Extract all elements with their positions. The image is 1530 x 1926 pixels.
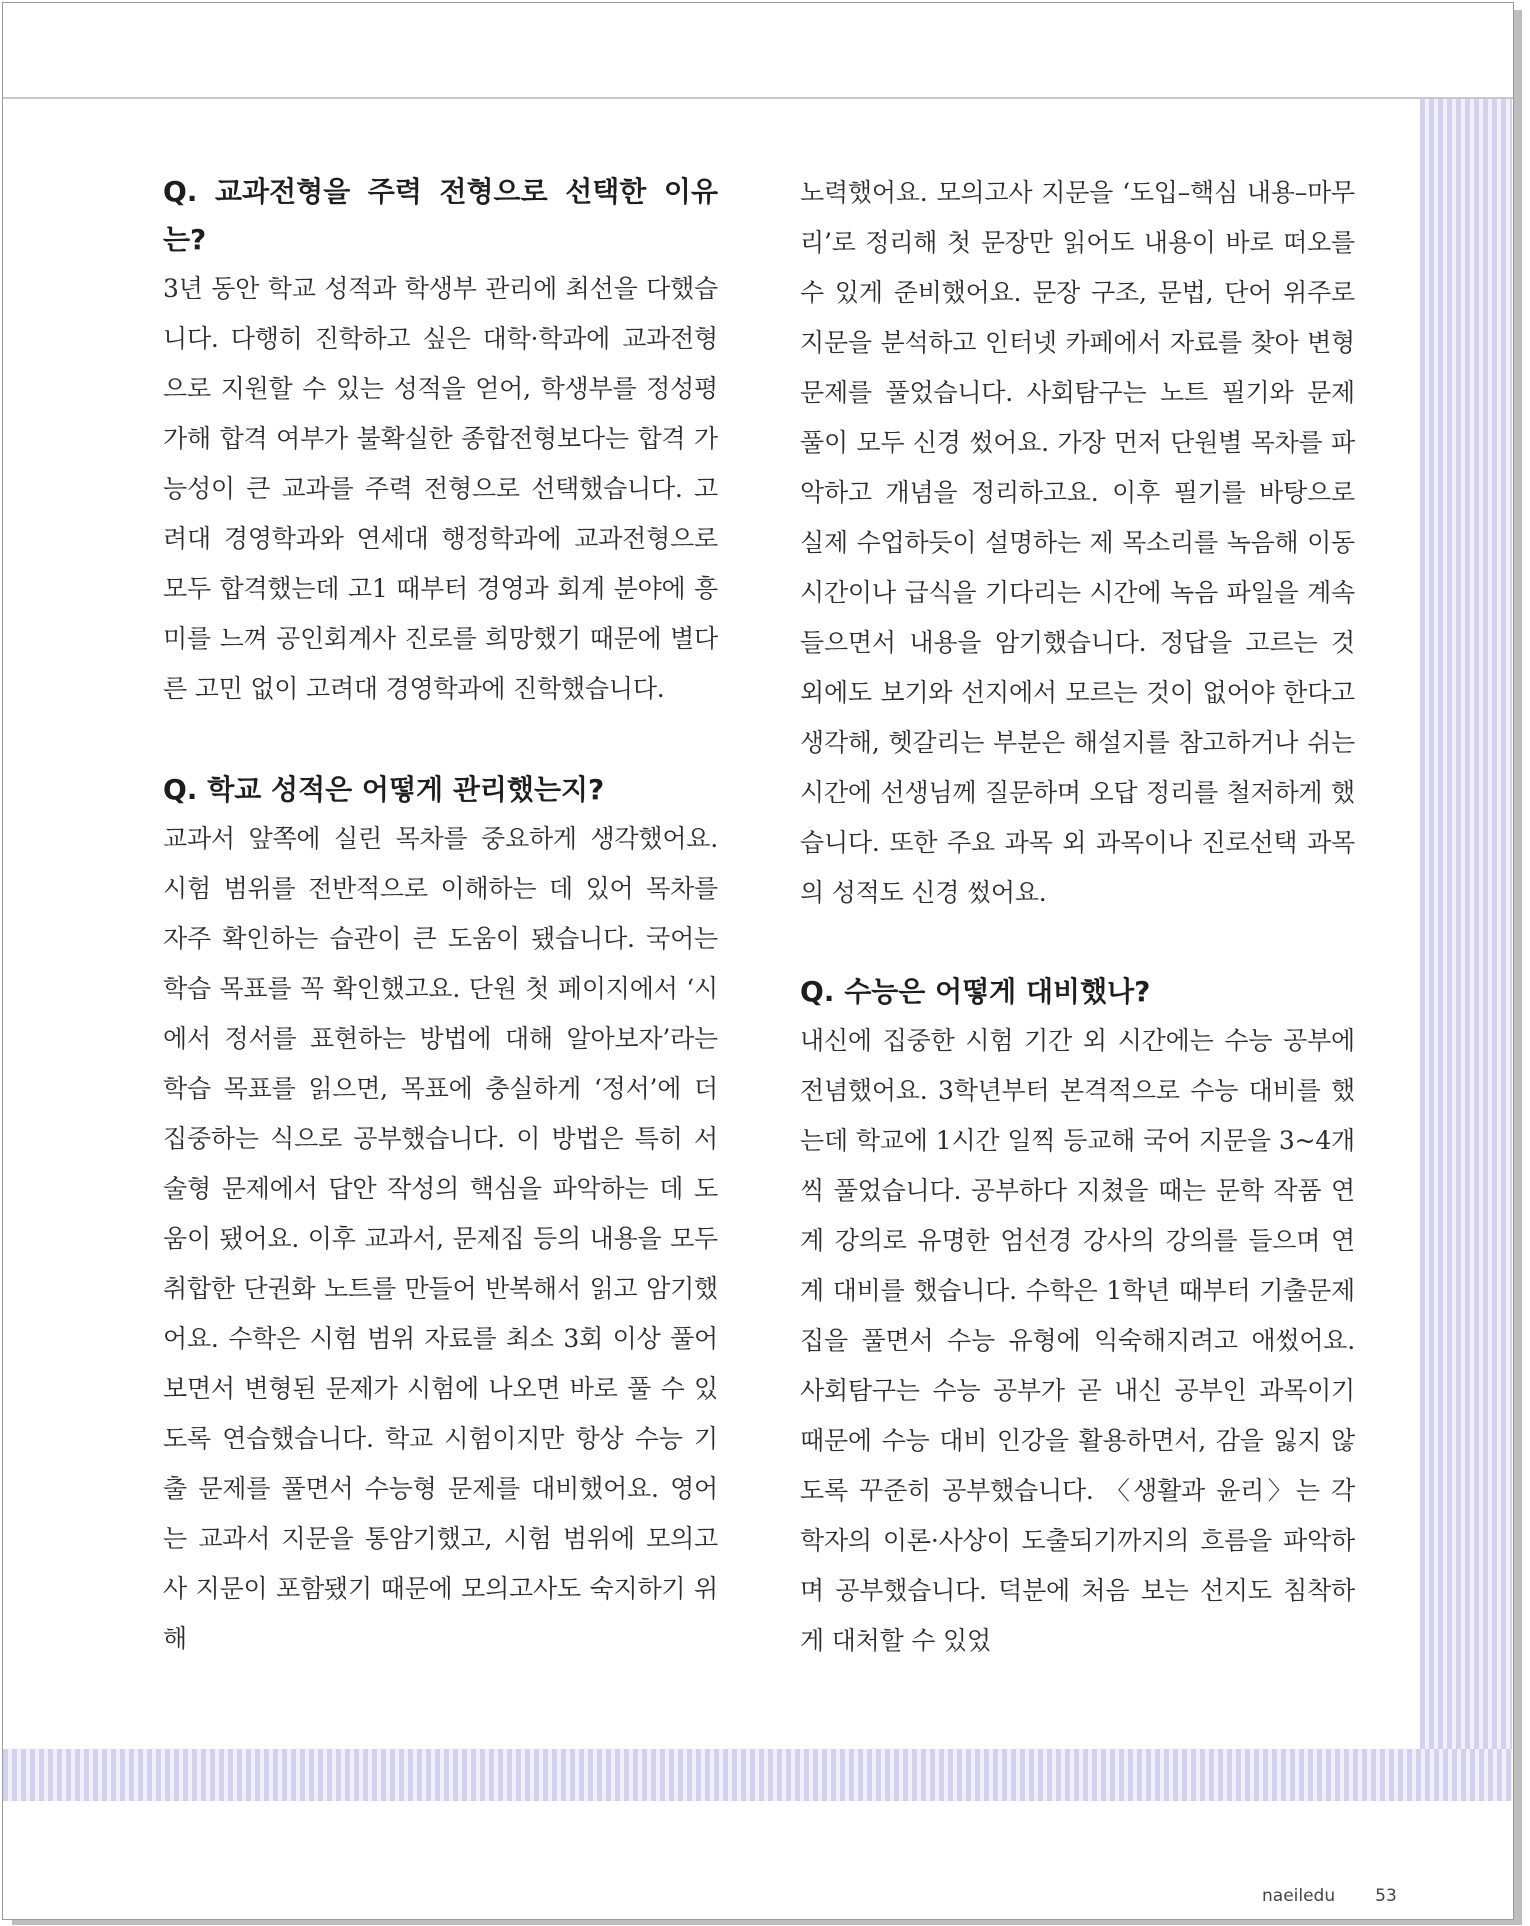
decorative-stripe-bottom: [3, 1749, 1512, 1801]
answer-paragraph-3: 내신에 집중한 시험 기간 외 시간에는 수능 공부에 전념했어요. 3학년부터 본격적으로 수능 대비를 했는데 학교에 1시간 일찍 등교해 국어 지문을 3~4개씩 풀었습니다. 공부하다 지쳤을 때는 문학 작품 연계 강의로 유명한 엄선경 강사의 강의를 들으며 연계 대비를 했습니다. 수학은 1학년 때부터 기출문제집을 풀면서 수능 유형에 익숙해지려고 애썼어요. 사회탐구는 수능 공부가 곧 내신 공부인 과목이기 때문에 수능 대비 인강을 활용하면서, 감을 잃지 않도록 꾸준히 공부했습니다. 〈생활과 윤리〉는 각 학자의 이론·사상이 도출되기까지의 흐름을 파악하며 공부했습니다. 덕분에 처음 보는 선지도 침착하게 대처할 수 있었: [800, 1026, 1355, 1655]
page-number: 53: [1375, 1886, 1397, 1906]
question-heading-1: Q. 교과전형을 주력 전형으로 선택한 이유는?: [163, 175, 718, 256]
page-footer: [1262, 1886, 1397, 1906]
question-heading-2: Q. 학교 성적은 어떻게 관리했는지?: [163, 773, 605, 806]
decorative-stripe-right: [1420, 99, 1512, 1801]
answer-paragraph-1: 3년 동안 학교 성적과 학생부 관리에 최선을 다했습니다. 다행히 진학하고 싶은 대학·학과에 교과전형으로 지원할 수 있는 성적을 얻어, 학생부를 정성평가해 합격 여부가 불확실한 종합전형보다는 합격 가능성이 큰 교과를 주력 전형으로 선택했습니다. 고려대 경영학과와 연세대 행정학과에 교과전형으로 모두 합격했는데 고1 때부터 경영과 회계 분야에 흥미를 느껴 공인회계사 진로를 희망했기 때문에 별다른 고민 없이 고려대 경영학과에 진학했습니다.: [163, 274, 718, 703]
answer-paragraph-2: 교과서 앞쪽에 실린 목차를 중요하게 생각했어요. 시험 범위를 전반적으로 이해하는 데 있어 목차를 자주 확인하는 습관이 큰 도움이 됐습니다. 국어는 학습 목표를 꼭 확인했고요. 단원 첫 페이지에서 ‘시에서 정서를 표현하는 방법에 대해 알아보자’라는 학습 목표를 읽으면, 목표에 충실하게 ‘정서’에 더 집중하는 식으로 공부했습니다. 이 방법은 특히 서술형 문제에서 답안 작성의 핵심을 파악하는 데 도움이 됐어요. 이후 교과서, 문제집 등의 내용을 모두 취합한 단권화 노트를 만들어 반복해서 읽고 암기했어요. 수학은 시험 범위 자료를 최소 3회 이상 풀어보면서 변형된 문제가 시험에 나오면 바로 풀 수 있도록 연습했습니다. 학교 시험이지만 항상 수능 기출 문제를 풀면서 수능형 문제를 대비했어요. 영어는 교과서 지문을 통암기했고, 시험 범위에 모의고사 지문이 포함됐기 때문에 모의고사도 숙지하기 위해: [163, 824, 718, 1653]
question-heading-3: Q. 수능은 어떻게 대비했나?: [800, 975, 1151, 1008]
footer-brand: naeiledu: [1262, 1886, 1336, 1906]
right-column: [800, 168, 1355, 1666]
page-shadow-right: [1514, 10, 1522, 1924]
answer-paragraph-continued: 노력했어요. 모의고사 지문을 ‘도입–핵심 내용–마무리’로 정리해 첫 문장만 읽어도 내용이 바로 떠오를 수 있게 준비했어요. 문장 구조, 문법, 단어 위주로 지문을 분석하고 인터넷 카페에서 자료를 찾아 변형 문제를 풀었습니다. 사회탐구는 노트 필기와 문제 풀이 모두 신경 썼어요. 가장 먼저 단원별 목차를 파악하고 개념을 정리하고요. 이후 필기를 바탕으로 실제 수업하듯이 설명하는 제 목소리를 녹음해 이동 시간이나 급식을 기다리는 시간에 녹음 파일을 계속 들으면서 내용을 암기했습니다. 정답을 고르는 것 외에도 보기와 선지에서 모르는 것이 없어야 한다고 생각해, 헷갈리는 부분은 해설지를 참고하거나 쉬는 시간에 선생님께 질문하며 오답 정리를 철저하게 했습니다. 또한 주요 과목 외 과목이나 진로선택 과목의 성적도 신경 썼어요.: [800, 178, 1355, 907]
page-shadow-bottom: [12, 1920, 1522, 1925]
left-column: [163, 168, 718, 1664]
